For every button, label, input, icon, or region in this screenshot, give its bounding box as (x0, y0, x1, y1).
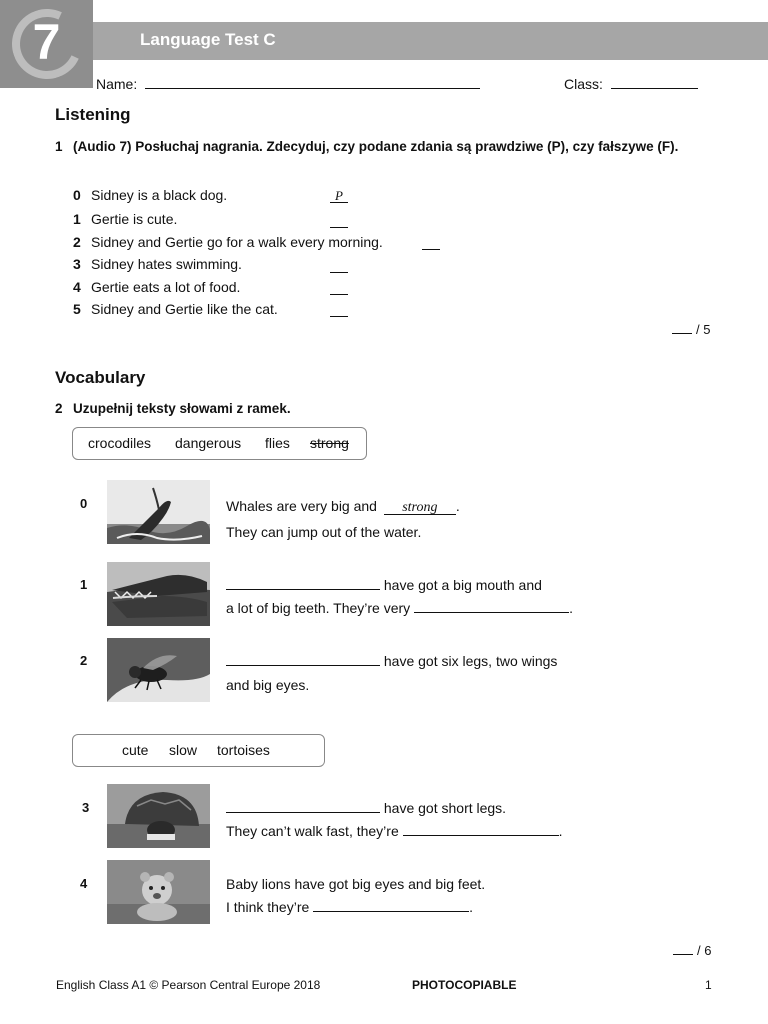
question-line: I think they’re . (226, 899, 474, 915)
class-field[interactable] (564, 75, 698, 93)
question-line: Whales are very big and strong . (226, 498, 460, 515)
question-number: 2 (80, 653, 88, 668)
lion-cub-photo (107, 860, 210, 924)
answer-gap[interactable] (226, 576, 380, 590)
listening-heading: Listening (55, 105, 131, 124)
list-item: 3 Sidney hates swimming. (73, 256, 242, 272)
word-box-1 (72, 427, 367, 460)
question-number: 0 (80, 496, 88, 511)
list-item: 5 Sidney and Gertie like the cat. (73, 301, 278, 317)
list-item: 2 Sidney and Gertie go for a walk every morning. (73, 234, 383, 250)
question-line: have got a big mouth and (226, 576, 542, 594)
answer-blank[interactable] (330, 259, 348, 273)
task-number: 2 (55, 401, 63, 416)
vocabulary-score: / 6 (673, 943, 711, 959)
footer-photocopiable: PHOTOCOPIABLE (412, 978, 517, 992)
page-number: 1 (705, 978, 712, 992)
word-box-2 (72, 734, 325, 767)
question-line: have got short legs. (226, 799, 506, 817)
question-line: They can jump out of the water. (226, 524, 422, 540)
answer-gap[interactable] (226, 799, 380, 813)
question-number: 3 (82, 800, 90, 815)
unit-badge (0, 0, 93, 88)
listening-instruction (55, 138, 715, 178)
fly-photo (107, 638, 210, 702)
list-item: 1 Gertie is cute. (73, 211, 178, 227)
class-label: Class: (564, 76, 603, 92)
question-number: 1 (80, 577, 88, 592)
vocabulary-instruction (55, 400, 715, 420)
word-option-used: strong (310, 435, 349, 451)
word-option: tortoises (217, 742, 270, 758)
answer-blank[interactable] (330, 303, 348, 317)
answer-gap[interactable]: strong (384, 501, 456, 515)
answer-blank[interactable] (422, 236, 440, 250)
tortoise-photo (107, 784, 210, 848)
answer-blank[interactable] (330, 281, 348, 295)
instruction-text: (Audio 7) Posłuchaj nagrania. Zdecyduj, czy podane zdania są prawdziwe (P), czy fałszywe (F). (73, 139, 679, 154)
answer-gap[interactable] (414, 599, 569, 613)
question-line: a lot of big teeth. They’re very . (226, 600, 573, 616)
list-item: 0 Sidney is a black dog. (73, 187, 228, 203)
unit-number: 7 (32, 14, 61, 70)
question-line: Baby lions have got big eyes and big feet. (226, 876, 486, 892)
question-line: have got six legs, two wings (226, 652, 557, 670)
class-input-line[interactable] (611, 75, 698, 89)
list-item: 4 Gertie eats a lot of food. (73, 279, 241, 295)
test-title: Language Test C (140, 30, 276, 49)
listening-score: / 5 (672, 322, 710, 338)
score-blank[interactable] (672, 322, 692, 334)
question-number: 4 (80, 876, 88, 891)
name-field[interactable] (96, 75, 480, 93)
answer-blank[interactable] (330, 214, 348, 228)
footer-copyright: English Class A1 © Pearson Central Europe 2018 (56, 978, 321, 992)
task-number: 1 (55, 139, 63, 154)
vocabulary-heading: Vocabulary (55, 368, 146, 387)
word-option: slow (169, 742, 198, 758)
name-input-line[interactable] (145, 75, 480, 89)
crocodile-photo (107, 562, 210, 626)
answer-gap[interactable] (313, 898, 469, 912)
word-option: dangerous (175, 435, 242, 451)
word-option: flies (265, 435, 290, 451)
word-option: cute (122, 742, 149, 758)
answer-blank[interactable]: P (330, 189, 348, 203)
score-blank[interactable] (673, 943, 693, 955)
name-label: Name: (96, 76, 138, 92)
answer-gap[interactable] (403, 822, 559, 836)
answer-gap[interactable] (226, 652, 380, 666)
whale-photo (107, 480, 210, 544)
question-line: They can’t walk fast, they’re . (226, 823, 563, 839)
question-line: and big eyes. (226, 677, 310, 693)
instruction-text: Uzupełnij teksty słowami z ramek. (73, 401, 291, 416)
word-option: crocodiles (88, 435, 152, 451)
